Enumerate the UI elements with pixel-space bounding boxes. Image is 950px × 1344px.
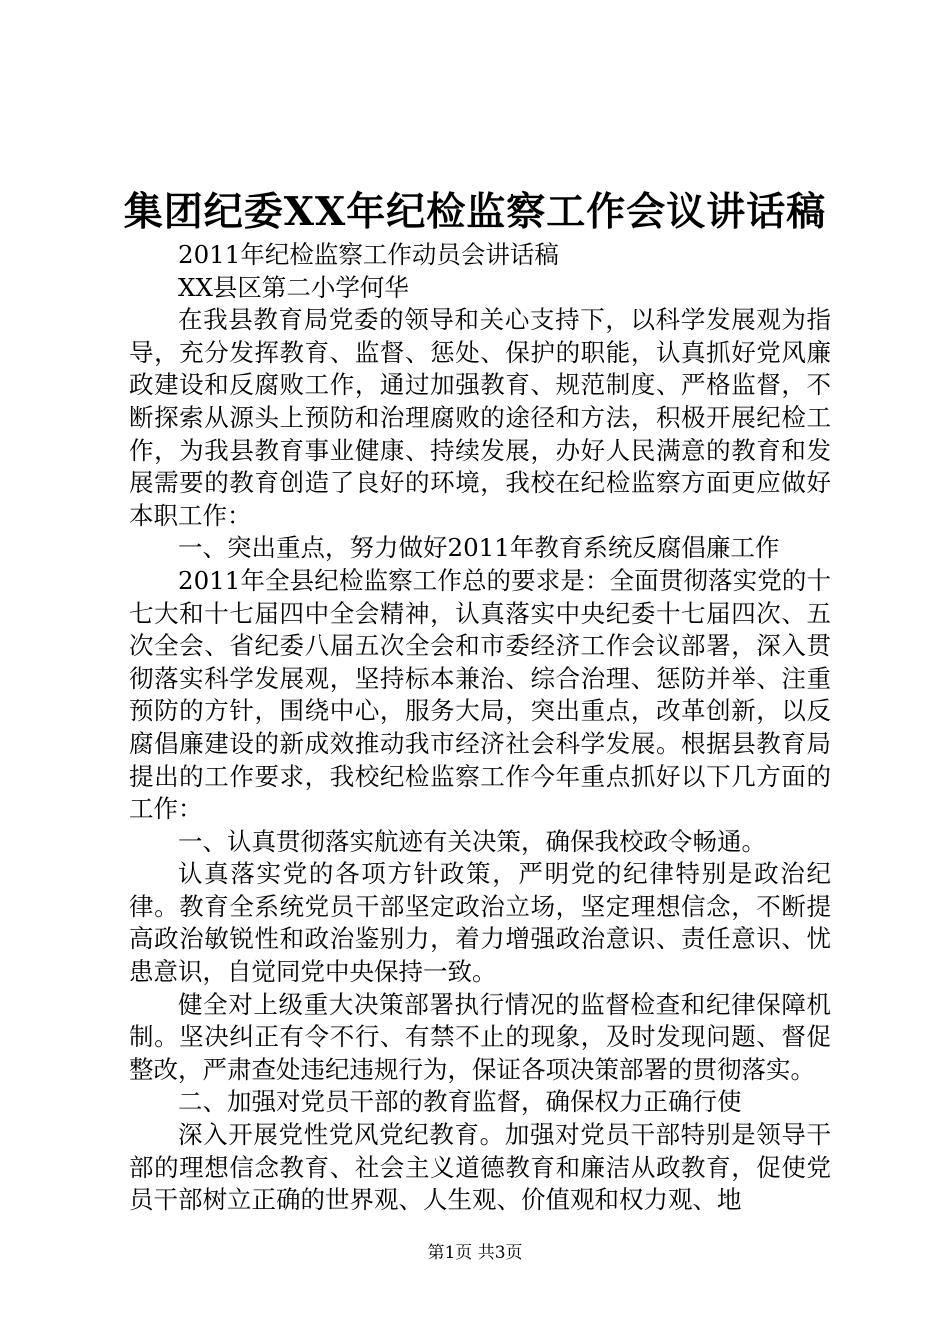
body-paragraph: 健全对上级重大决策部署执行情况的监督检查和纪律保障机制。坚决纠正有令不行、有禁不止的现象，及时发现问题、督促整改，严肃查处违纪违规行为，保证各项决策部署的贯彻落实。 <box>129 989 831 1084</box>
section-heading: 一、突出重点，努力做好2011年教育系统反腐倡廉工作 <box>178 533 780 563</box>
body-paragraph: 在我县教育局党委的领导和关心支持下，以科学发展观为指导，充分发挥教育、监督、惩处、保护的职能，认真抓好党风廉政建设和反腐败工作，通过加强教育、规范制度、严格监督，不断探索从源头上预防和治理腐败的途径和方法，积极开展纪检工作，为我县教育事业健康、持续发展，办好人民满意的教育和发展需要的教育创造了良好的环境，我校在纪检监察方面更应做好本职工作： <box>129 305 831 530</box>
body-paragraph: 深入开展党性党风党纪教育。加强对党员干部特别是领导干部的理想信念教育、社会主义道德教育和廉洁从政教育，促使党员干部树立正确的世界观、人生观、价值观和权力观、地 <box>129 1120 831 1215</box>
page-footer: 第1页 共3页 <box>427 1243 523 1263</box>
section-heading: 一、认真贯彻落实航迹有关决策，确保我校政令畅通。 <box>178 826 766 856</box>
body-paragraph: 认真落实党的各项方针政策，严明党的纪律特别是政治纪律。教育全系统党员干部坚定政治立场，坚定理想信念，不断提高政治敏锐性和政治鉴别力，着力增强政治意识、责任意识、忧患意识，自觉同党中央保持一致。 <box>129 859 831 987</box>
subtitle-line: 2011年纪检监察工作动员会讲话稿 <box>178 240 559 269</box>
section-heading: 二、加强对党员干部的教育监督，确保权力正确行使 <box>178 1087 742 1117</box>
document-title: 集团纪委XX年纪检监察工作会议讲话稿 <box>123 189 827 235</box>
author-line: XX县区第二小学何华 <box>178 272 409 302</box>
document-body <box>129 239 831 1217</box>
body-paragraph: 2011年全县纪检监察工作总的要求是：全面贯彻落实党的十七大和十七届四中全会精神，认真落实中央纪委十七届四次、五次全会、省纪委八届五次全会和市委经济工作会议部署，深入贯彻落实科学发展观，坚持标本兼治、综合治理、惩防并举、注重预防的方针，围绕中心，服务大局，突出重点，改革创新，以反腐倡廉建设的新成效推动我市经济社会科学发展。根据县教育局提出的工作要求，我校纪检监察工作今年重点抓好以下几方面的工作： <box>129 565 831 824</box>
